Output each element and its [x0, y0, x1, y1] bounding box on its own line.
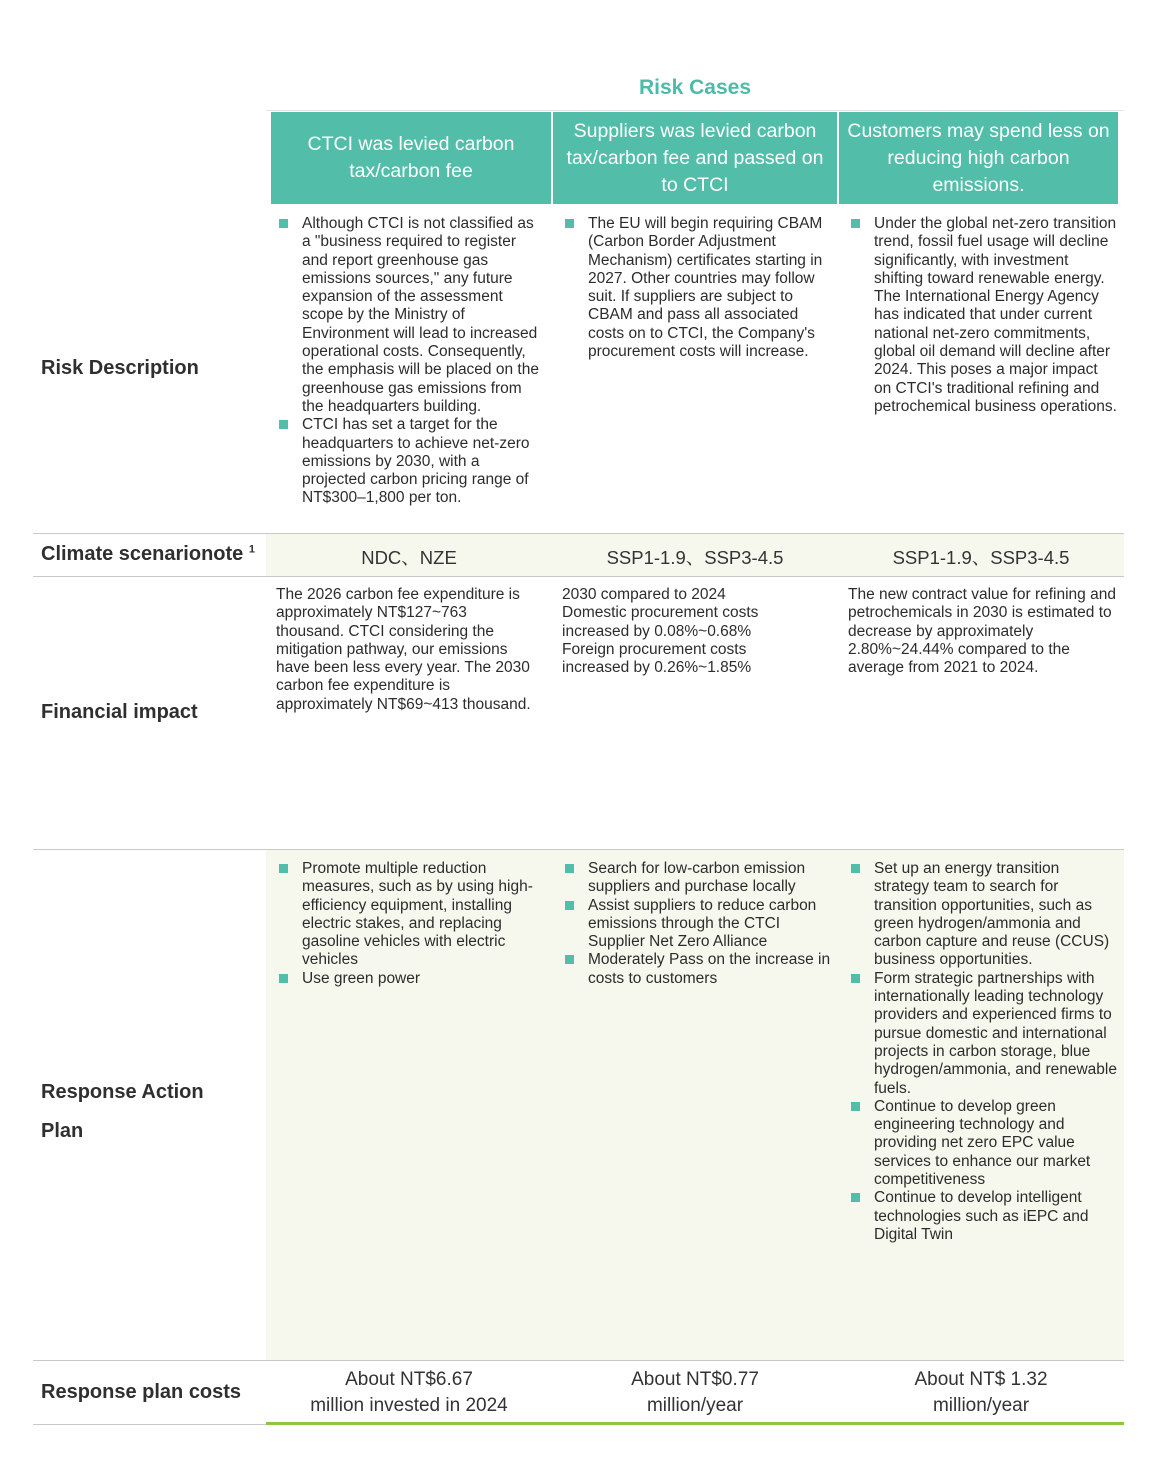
column-header-suppliers-text: Suppliers was levied carbon tax/carbon fee and passed on to CTCI	[566, 119, 824, 196]
table-bottom-accent-line	[266, 1422, 1124, 1425]
list-item: CTCI has set a target for the headquarters to achieve net-zero emissions by 2030, with a projected carbon pricing range of NT$300–1,800 per ton.	[276, 416, 546, 507]
response-cost-suppliers	[552, 1367, 838, 1419]
list-item: Moderately Pass on the increase in costs to customers	[562, 951, 832, 988]
list-item: Set up an energy transition strategy team to search for transition opportunities, such as green hydrogen/ammonia and carbon capture and reuse (CCUS) business opportunities.	[848, 860, 1118, 970]
list-item: Although CTCI is not classified as a "business required to register and report greenhouse gas emissions sources," any future expansion of the assessment scope by the Ministry of Environment will lead to increased operational costs. Consequently, the emphasis will be placed on the greenhouse gas emissions from the headquarters building.	[276, 215, 546, 416]
list-item: Form strategic partnerships with internationally leading technology providers and experienced firms to pursue domestic and international projects in carbon storage, blue hydrogen/ammonia, and renewable fuels.	[848, 970, 1118, 1098]
row-divider	[33, 576, 1124, 577]
response-cost-suppliers-line1: About NT$0.77	[631, 1369, 759, 1390]
row-label-response-plan-costs: Response plan costs	[41, 1381, 242, 1403]
list-item: Under the global net-zero transition trend, fossil fuel usage will decline significantly, with investment shifting toward renewable energy. The International Energy Agency has indicated that under current national net-zero commitments, global oil demand will decline after 2024. This poses a major impact on CTCI's traditional refining and petrochemical business operations.	[848, 215, 1118, 416]
row-label-financial-impact: Financial impact	[41, 701, 198, 723]
climate-scenario-customers: SSP1-1.9、SSP3-4.5	[892, 547, 1070, 568]
column-header-suppliers	[553, 112, 837, 204]
climate-scenario-label-text: Climate scenarionote	[41, 543, 244, 565]
risk-cases-title: Risk Cases	[638, 76, 752, 99]
risk-description-suppliers	[562, 215, 832, 361]
response-cost-ctci-line1: About NT$6.67	[345, 1369, 473, 1390]
list-item: Assist suppliers to reduce carbon emissions through the CTCI Supplier Net Zero Alliance	[562, 897, 832, 952]
row-divider	[33, 1360, 1124, 1361]
response-cost-customers	[838, 1367, 1124, 1419]
financial-impact-suppliers: 2030 compared to 2024 Domestic procurement costs increased by 0.08%~0.68% Foreign procurement costs increased by 0.26%~1.85%	[562, 586, 759, 677]
header-top-divider	[266, 110, 1124, 111]
response-action-label-line1: Response Action	[41, 1081, 204, 1103]
footnote-marker: 1	[248, 543, 255, 556]
list-item: Search for low-carbon emission suppliers and purchase locally	[562, 860, 832, 897]
list-item: Continue to develop intelligent technologies such as iEPC and Digital Twin	[848, 1189, 1118, 1244]
financial-impact-customers: The new contract value for refining and petrochemicals in 2030 is estimated to decrease by approximately 2.80%~24.44% compared to the average from 2021 to 2024.	[848, 586, 1116, 677]
column-header-ctci-text: CTCI was levied carbon tax/carbon fee	[307, 133, 515, 182]
list-item: Continue to develop green engineering technology and providing net zero EPC value services to enhance our market competitiveness	[848, 1098, 1118, 1189]
climate-scenario-ctci: NDC、NZE	[361, 547, 457, 568]
response-action-customers	[848, 860, 1118, 1244]
response-cost-customers-line1: About NT$ 1.32	[914, 1369, 1048, 1390]
row-divider	[33, 849, 1124, 850]
column-header-customers	[839, 112, 1118, 204]
column-header-customers-text: Customers may spend less on reducing high carbon emissions.	[847, 119, 1110, 196]
response-cost-ctci-line2: million invested in 2024	[310, 1395, 508, 1416]
list-item: The EU will begin requiring CBAM (Carbon Border Adjustment Mechanism) certificates starting in 2027. Other countries may follow suit. If suppliers are subject to CBAM and pass all associated costs on to CTCI, the Company's procurement costs will increase.	[562, 215, 832, 361]
row-label-risk-description: Risk Description	[41, 357, 199, 379]
row-divider	[33, 1424, 266, 1425]
response-action-label-line2: Plan	[41, 1120, 84, 1142]
response-cost-customers-line2: million/year	[932, 1395, 1030, 1416]
response-action-suppliers	[562, 860, 832, 988]
list-item: Promote multiple reduction measures, such as by using high-efficiency equipment, installing electric stakes, and replacing gasoline vehicles with electric vehicles	[276, 860, 546, 970]
response-cost-ctci	[266, 1367, 552, 1419]
climate-scenario-suppliers: SSP1-1.9、SSP3-4.5	[606, 547, 784, 568]
row-label-response-action-plan	[41, 1073, 204, 1151]
column-header-ctci	[271, 112, 551, 204]
row-divider	[33, 533, 1124, 534]
risk-description-ctci	[276, 215, 546, 508]
row-label-climate-scenario	[41, 543, 255, 566]
financial-impact-ctci: The 2026 carbon fee expenditure is approximately NT$127~763 thousand. CTCI considering the mitigation pathway, our emissions have been less every year. The 2030 carbon fee expenditure is approximately NT$69~413 thousand.	[276, 586, 531, 713]
risk-description-customers	[848, 215, 1118, 416]
response-action-ctci	[276, 860, 546, 988]
response-cost-suppliers-line2: million/year	[646, 1395, 744, 1416]
list-item: Use green power	[276, 970, 546, 988]
